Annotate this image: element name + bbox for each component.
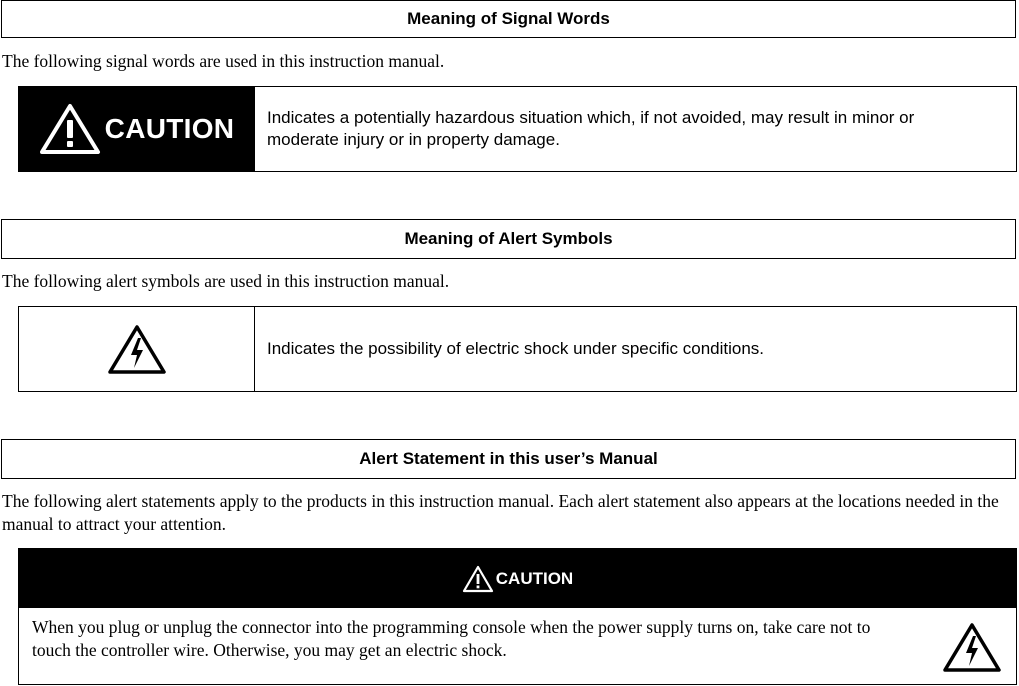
caution-alert-body bbox=[19, 608, 1016, 684]
electric-shock-symbol-cell bbox=[18, 307, 255, 391]
caution-signal-cell bbox=[18, 87, 255, 171]
caution-alert-header bbox=[19, 549, 1016, 608]
electric-shock-icon bbox=[107, 323, 167, 375]
caution-description bbox=[255, 87, 1016, 171]
alert-statement-intro: The following alert statements apply to the products in this instruction manual. Each alert statement also appears at the locations needed in the manual to attract your attention. bbox=[2, 491, 999, 534]
signal-words-heading-text: Meaning of Signal Words bbox=[407, 9, 610, 28]
alert-symbols-heading-text: Meaning of Alert Symbols bbox=[404, 229, 613, 248]
caution-alert-title: CAUTION bbox=[495, 568, 574, 588]
signal-words-heading bbox=[1, 0, 1016, 38]
caution-signal-word: CAUTION bbox=[104, 113, 235, 144]
electric-shock-icon bbox=[942, 621, 1002, 673]
caution-alert-box bbox=[18, 548, 1017, 685]
electric-shock-description-text: Indicates the possibility of electric shock under specific conditions. bbox=[267, 339, 765, 358]
alert-symbol-table bbox=[18, 306, 1017, 392]
caution-alert-text-line1: When you plug or unplug the connector into the programming console when the power supply turns on, take care not to bbox=[32, 617, 871, 637]
caution-alert-text bbox=[32, 616, 932, 662]
warning-triangle-icon bbox=[39, 103, 101, 155]
alert-symbols-heading bbox=[1, 219, 1016, 259]
alert-symbols-intro: The following alert symbols are used in this instruction manual. bbox=[2, 271, 450, 291]
signal-words-intro: The following signal words are used in this instruction manual. bbox=[2, 51, 445, 71]
warning-triangle-icon bbox=[462, 565, 494, 593]
alert-statement-heading bbox=[1, 439, 1016, 479]
alert-statement-heading-text: Alert Statement in this user’s Manual bbox=[359, 449, 658, 468]
signal-word-table bbox=[18, 86, 1017, 172]
electric-shock-description bbox=[255, 307, 1016, 391]
caution-alert-text-line2: touch the controller wire. Otherwise, you may get an electric shock. bbox=[32, 640, 507, 660]
caution-description-text: Indicates a potentially hazardous situation which, if not avoided, may result in minor or moderate injury or in property damage. bbox=[267, 108, 915, 149]
